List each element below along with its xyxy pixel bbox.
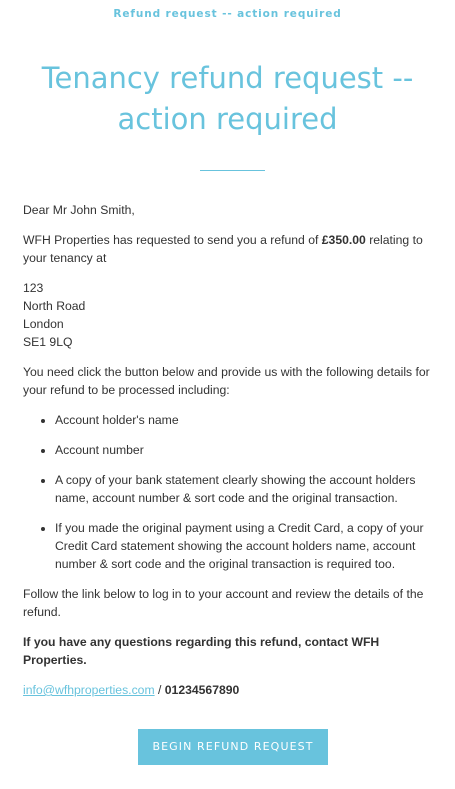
headline-divider	[200, 170, 265, 171]
address-line: London	[23, 317, 64, 331]
preheader-text: Refund request -- action required	[113, 8, 342, 20]
address-line: 123	[23, 281, 44, 295]
follow-link-text: Follow the link below to log in to your account and review the details of the refund.	[23, 587, 424, 619]
contact-email-link[interactable]: info@wfhproperties.com	[23, 683, 155, 697]
contact-separator: /	[154, 683, 165, 697]
questions-text: If you have any questions regarding this refund, contact WFH Properties.	[23, 635, 380, 667]
email-body	[23, 201, 443, 711]
contact-line	[23, 681, 443, 699]
requirement-item: • Account number	[55, 441, 443, 459]
requirement-item: • If you made the original payment using a Credit Card, a copy of your Credit Card statement showing the account holders name, account number & sort code and the original transaction is required too.	[55, 519, 443, 573]
instructions-text: You need click the button below and provide us with the following details for your refund to be processed including:	[23, 365, 430, 397]
refund-intro-lead: WFH Properties has requested to send you a refund of	[23, 233, 322, 247]
requirements-list	[23, 411, 443, 573]
refund-intro	[23, 231, 443, 267]
refund-amount: £350.00	[321, 233, 366, 247]
address-line: North Road	[23, 299, 86, 313]
refund-intro-tail: relating to your tenancy at	[23, 233, 423, 265]
greeting: Dear Mr John Smith,	[23, 203, 135, 217]
contact-phone: 01234567890	[164, 683, 240, 697]
email-headline: Tenancy refund request -- action required	[41, 61, 414, 136]
requirement-item: • A copy of your bank statement clearly showing the account holders name, account number & sort code and the original transaction.	[55, 471, 443, 507]
tenancy-address	[23, 279, 443, 351]
begin-refund-request-button[interactable]: BEGIN REFUND REQUEST	[138, 729, 328, 765]
requirement-item: • Account holder's name	[55, 411, 443, 429]
address-line: SE1 9LQ	[23, 335, 73, 349]
